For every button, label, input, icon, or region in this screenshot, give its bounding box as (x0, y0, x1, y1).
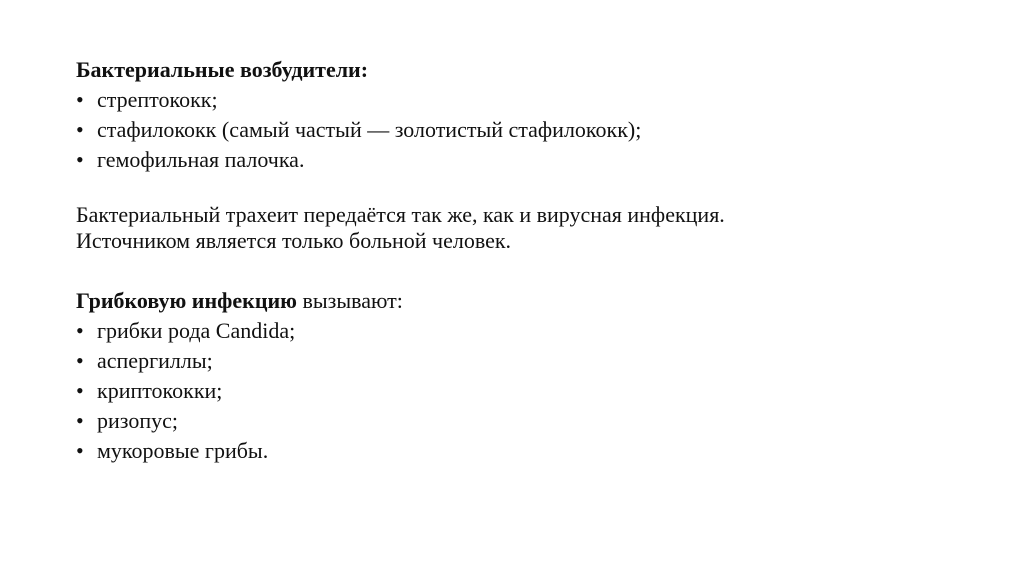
fungal-heading-bold: Грибковую инфекцию (76, 288, 297, 313)
fungal-list (76, 316, 976, 466)
bullet-icon: • (76, 378, 84, 403)
list-item-text: мукоровые грибы. (97, 438, 269, 463)
bacterial-heading: Бактериальные возбудители: (76, 57, 369, 82)
slide-content (76, 55, 976, 466)
fungal-heading (76, 286, 976, 316)
spacer (76, 254, 976, 286)
list-item (76, 85, 976, 115)
bullet-icon: • (76, 147, 84, 172)
bullet-icon: • (76, 348, 84, 373)
fungal-heading-rest: вызывают: (296, 288, 403, 313)
list-item (76, 145, 976, 175)
bullet-icon: • (76, 318, 84, 343)
list-item (76, 346, 976, 376)
transmission-line-1: Бактериальный трахеит передаётся так же, как и вирусная инфекция. (76, 202, 725, 227)
list-item (76, 436, 976, 466)
bacterial-list (76, 85, 976, 175)
list-item-text: криптококки; (97, 378, 223, 403)
bullet-icon: • (76, 87, 84, 112)
fungal-section (76, 286, 976, 466)
list-item-text: ризопус; (97, 408, 178, 433)
list-item (76, 376, 976, 406)
spacer (76, 175, 976, 202)
bacterial-section (76, 55, 976, 175)
transmission-section (76, 202, 976, 254)
bullet-icon: • (76, 117, 84, 142)
list-item-text: аспергиллы; (97, 348, 213, 373)
list-item-text: грибки рода Candida; (97, 318, 296, 343)
list-item (76, 115, 976, 145)
list-item (76, 406, 976, 436)
list-item-text: стрептококк; (97, 87, 218, 112)
bullet-icon: • (76, 408, 84, 433)
list-item (76, 316, 976, 346)
transmission-line-2: Источником является только больной человек. (76, 228, 512, 253)
list-item-text: стафилококк (самый частый — золотистый стафилококк); (97, 117, 642, 142)
bullet-icon: • (76, 438, 84, 463)
list-item-text: гемофильная палочка. (97, 147, 305, 172)
